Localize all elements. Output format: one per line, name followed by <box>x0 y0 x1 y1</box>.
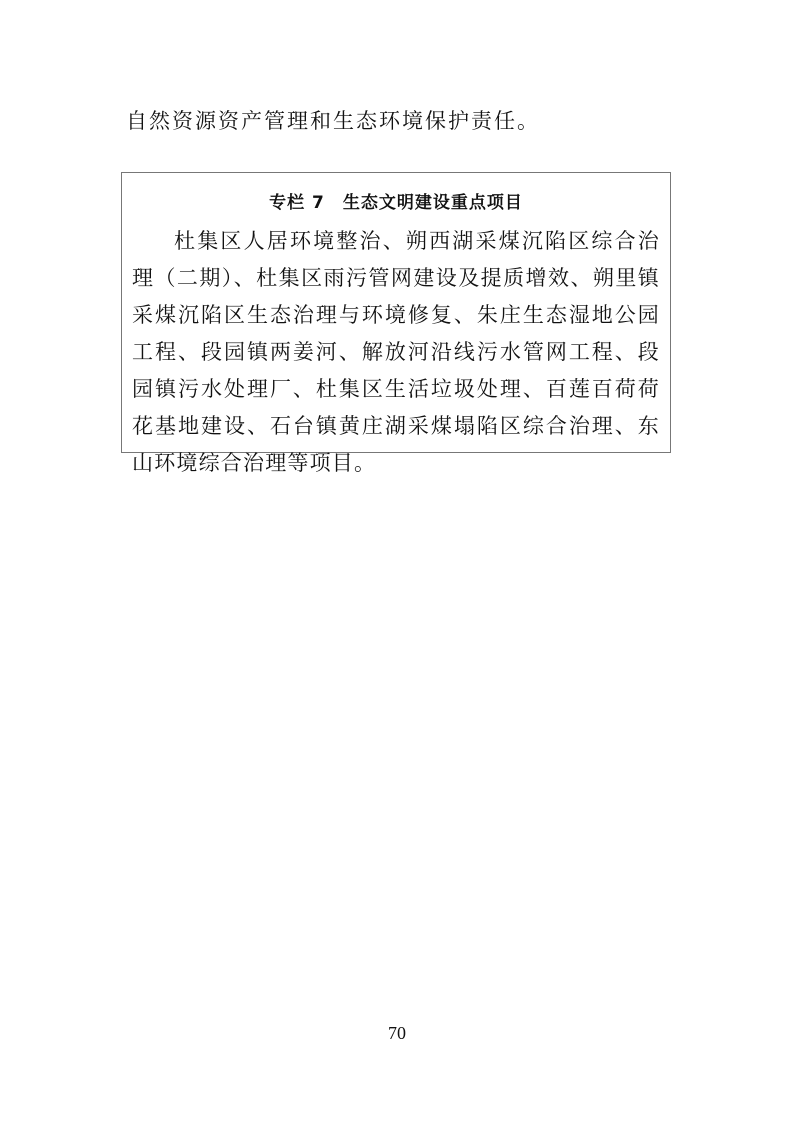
box-title: 专栏 7 生态文明建设重点项目 <box>269 193 523 213</box>
box-body: 杜集区人居环境整治、朔西湖采煤沉陷区综合治理（二期）、杜集区雨污管网建设及提质增效、朔里镇采煤沉陷区生态治理与环境修复、朱庄生态湿地公园工程、段园镇两姜河、解放河沿线污水管网工程、段园镇污水处理厂、杜集区生活垃圾处理、百莲百荷荷花基地建设、石台镇黄庄湖采煤塌陷区综合治理、东山环境综合治理等项目。 <box>132 229 660 475</box>
project-box <box>121 172 671 475</box>
page-number: 70 <box>388 1023 406 1043</box>
intro-text: 自然资源资产管理和生态环境保护责任。 <box>126 109 540 133</box>
